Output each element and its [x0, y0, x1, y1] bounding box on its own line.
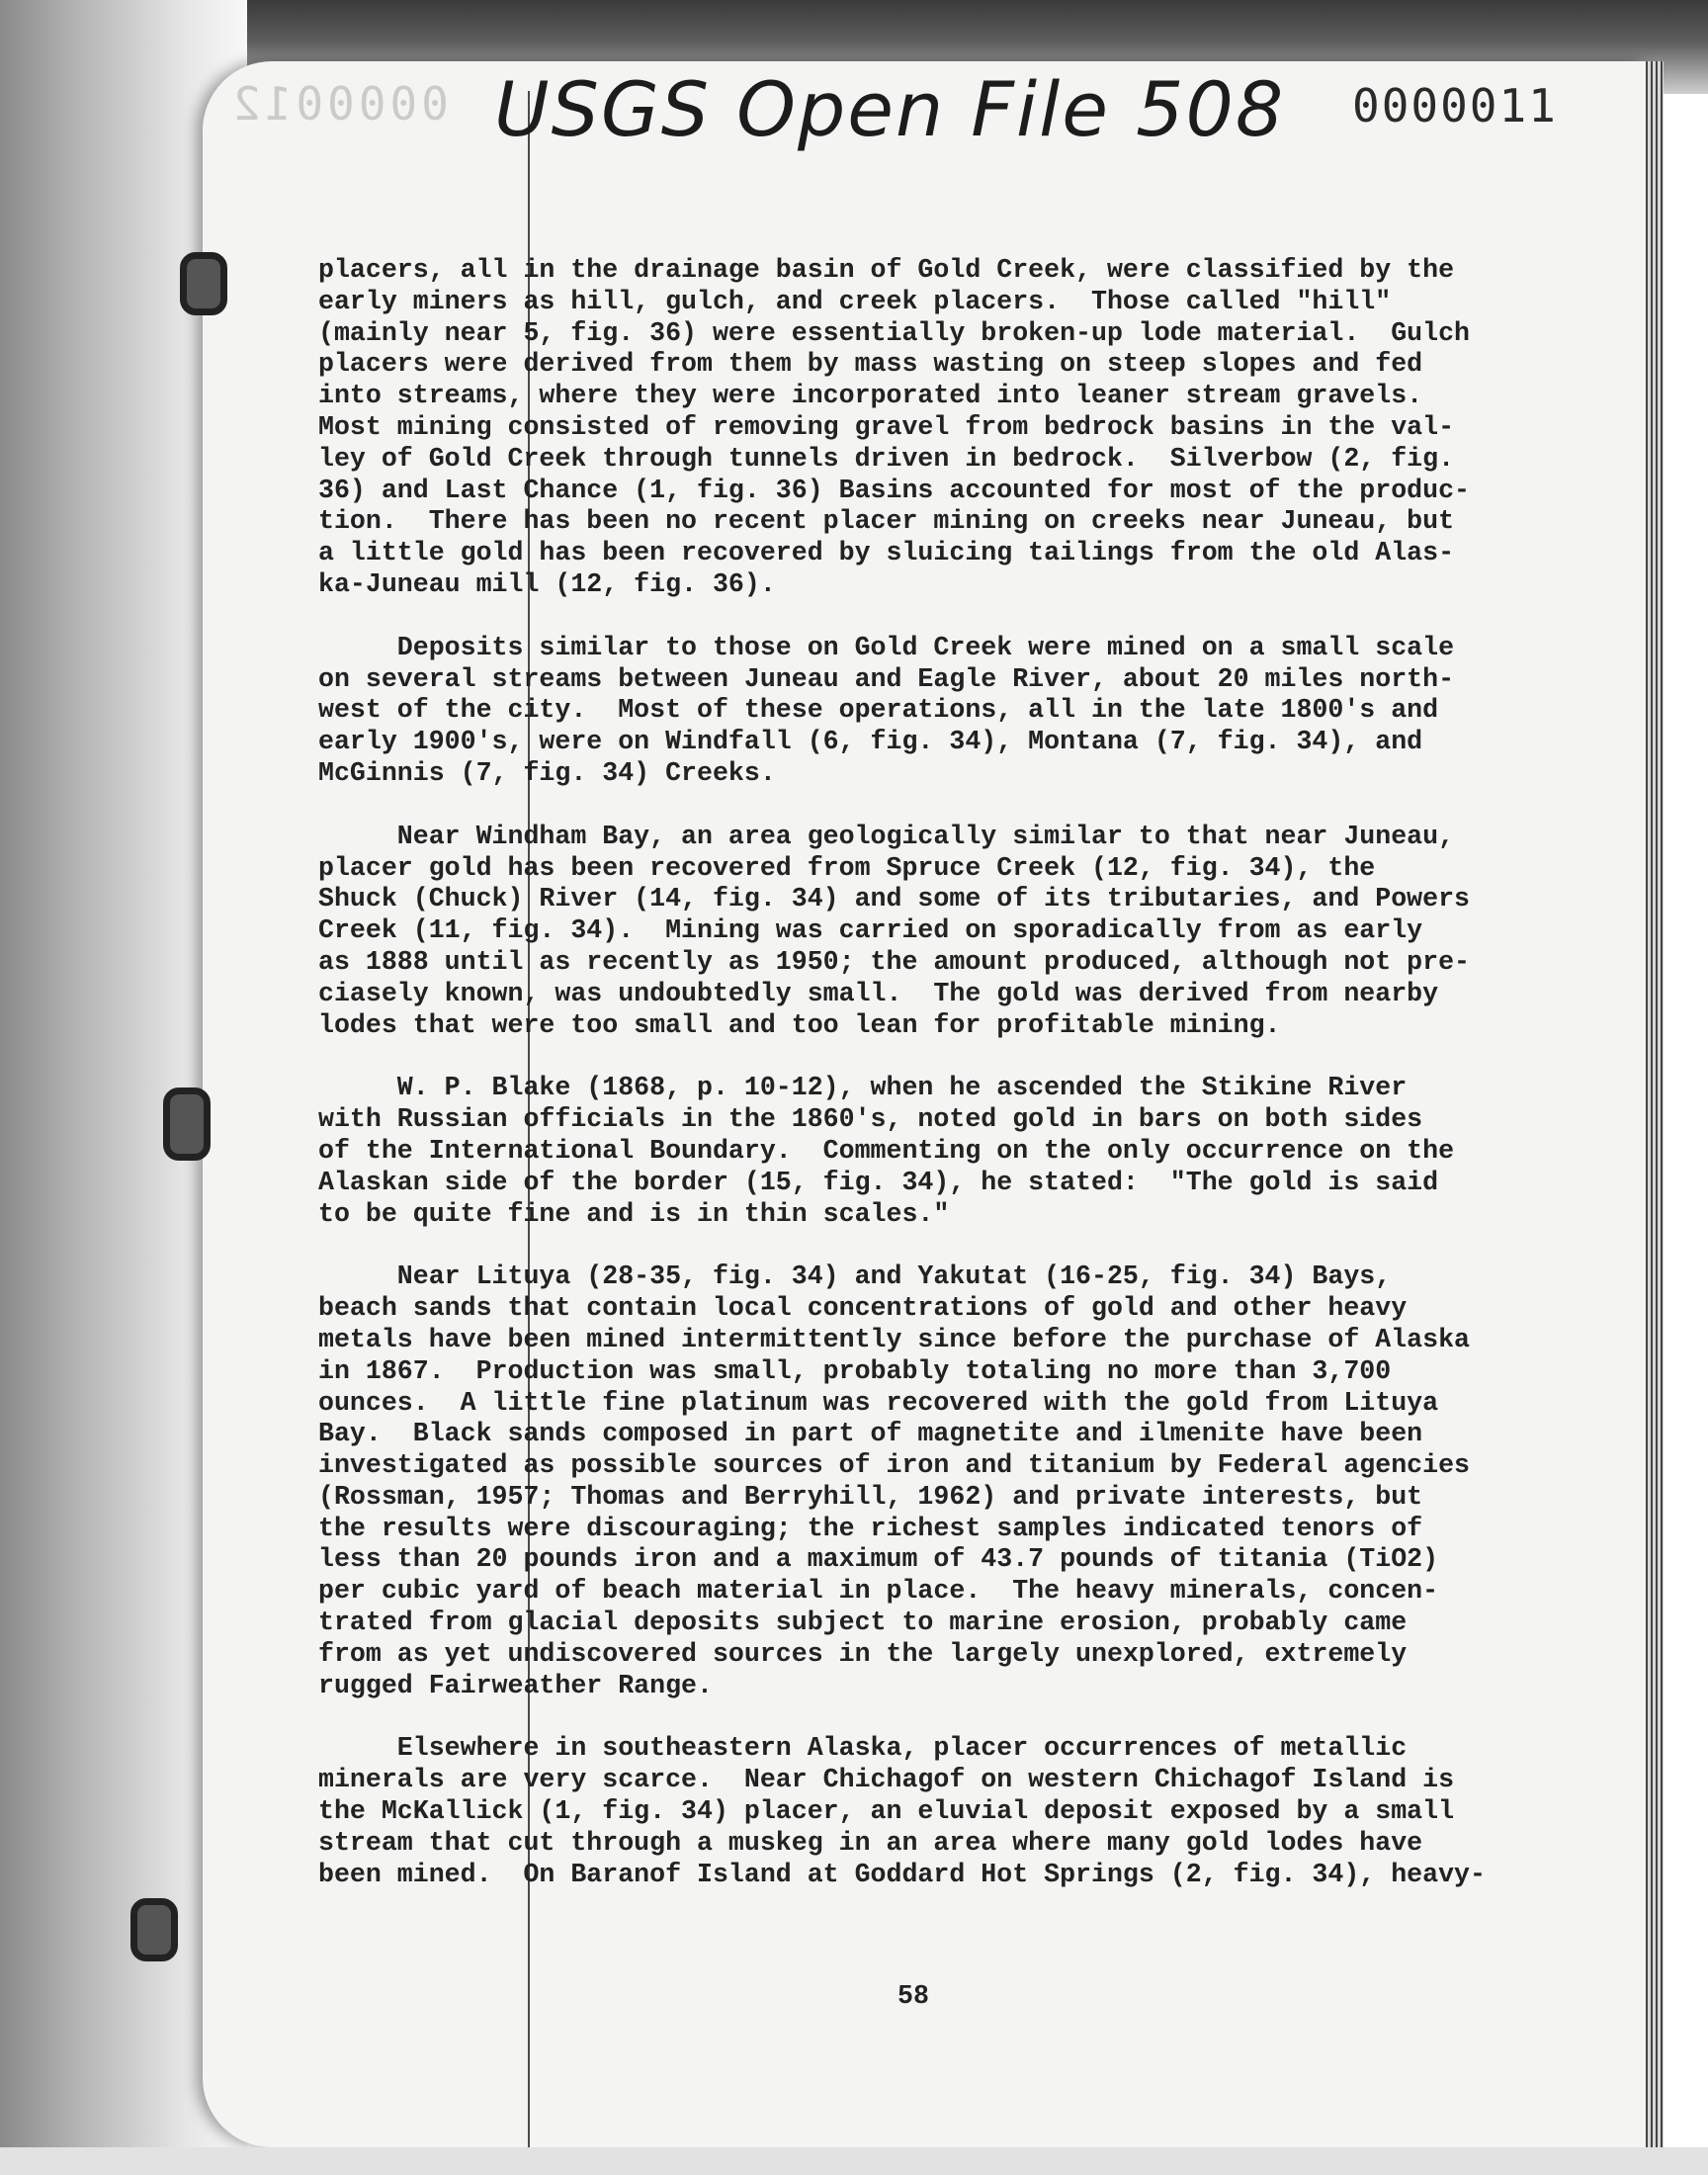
document-body	[318, 255, 1603, 1890]
binder-ring-icon	[180, 252, 227, 315]
paragraph-eagle-river: Deposits similar to those on Gold Creek were mined on a small scale on several streams between Juneau and Eagle River, about 20 miles north- west of the city. Most of these operations, all in the late 1800's and early 1900's, were on Windfall (6, fig. 34), Montana (7, fig. 34), and McGinnis (7, fig. 34) Creeks.	[318, 632, 1455, 788]
paragraph-lituya-yakutat: Near Lituya (28-35, fig. 34) and Yakutat (16-25, fig. 34) Bays, beach sands that contain local concentrations of gold and other heavy metals have been mined intermittently since before the purchase of Alaska in 1867. Production was small, probably totaling no more than 3,700 ounces. A little fine platinum was recovered with the gold from Lituya Bay. Black sands composed in part of magnetite and ilmenite have been investigated as possible sources of iron and titanium by Federal agencies (Rossman, 1957; Thomas and Berryhill, 1962) and private interests, but the results were discouraging; the richest samples indicated tenors of less than 20 pounds iron and a maximum of 43.7 pounds of titania (TiO2) per cubic yard of beach material in place. The heavy minerals, concen- trated from glacial deposits subject to marine erosion, probably came from as yet undiscovered sources in the largely unexplored, extremely rugged Fairweather Range.	[318, 1262, 1470, 1700]
page-stack-edge	[1646, 61, 1664, 2147]
page-number: 58	[897, 1981, 929, 2011]
binder-ring-icon	[163, 1088, 211, 1161]
paragraph-stikine-river: W. P. Blake (1868, p. 10-12), when he ascended the Stikine River with Russian officials in the 1860's, noted gold in bars on both sides of the International Boundary. Commenting on the only occurrence on the Alaskan side of the border (15, fig. 34), he stated: "The gold is said to be quite fine and is in thin scales."	[318, 1073, 1455, 1229]
handwritten-annotation: USGS Open File 508	[494, 65, 1286, 153]
scan-bottom-border	[0, 2147, 1708, 2175]
paragraph-gold-creek: placers, all in the drainage basin of Gold Creek, were classified by the early miners as hill, gulch, and creek placers. Those called "hill" (mainly near 5, fig. 36) were essentially broken-up lode material. Gulch placers were derived from them by mass wasting on steep slopes and fed into streams, where they were incorporated into leaner stream gravels. Most mining consisted of removing gravel from bedrock basins in the val- ley of Gold Creek through tunnels driven in bedrock. Silverbow (2, fig. 36) and Last Chance (1, fig. 36) Basins accounted for most of the produc- tion. There has been no recent placer mining on creeks near Juneau, but a little gold has been recovered by sluicing tailings from the old Alas- ka-Juneau mill (12, fig. 36).	[318, 255, 1470, 599]
paragraph-windham-bay: Near Windham Bay, an area geologically similar to that near Juneau, placer gold has been recovered from Spruce Creek (12, fig. 34), the Shuck (Chuck) River (14, fig. 34) and some of its tributaries, and Powers Creek (11, fig. 34). Mining was carried on sporadically from as early as 1888 until as recently as 1950; the amount produced, although not pre- ciasely known, was undoubtedly small. The gold was derived from nearby lodes that were too small and too lean for profitable mining.	[318, 821, 1470, 1040]
paragraph-chichagof: Elsewhere in southeastern Alaska, placer occurrences of metallic minerals are very scarce. Near Chichagof on western Chichagof Island is the McKallick (1, fig. 34) placer, an eluvial deposit exposed by a small stream that cut through a muskeg in an area where many gold lodes have been mined. On Baranof Island at Goddard Hot Springs (2, fig. 34), heavy-	[318, 1733, 1486, 1889]
bleed-through-number: 0000012	[229, 77, 449, 130]
binder-ring-icon	[130, 1898, 178, 1961]
document-stamp-number: 0000011	[1352, 79, 1558, 132]
